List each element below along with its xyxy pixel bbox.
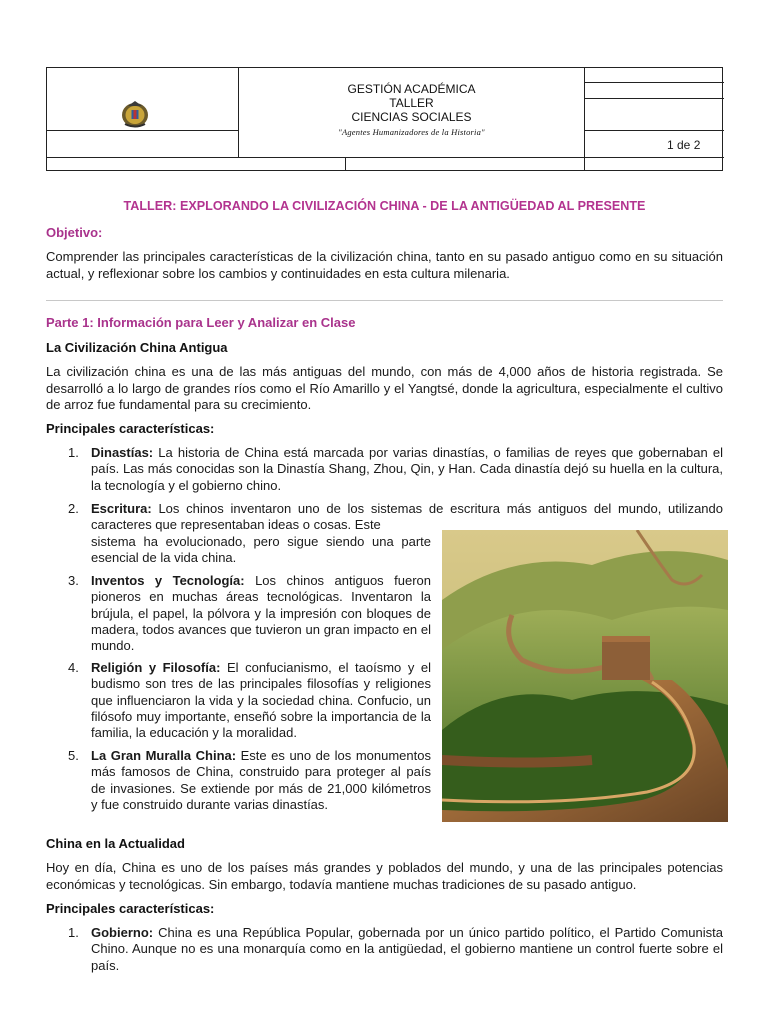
ancient-heading: La Civilización China Antigua bbox=[46, 340, 228, 355]
list-item bbox=[91, 748, 431, 813]
list-item bbox=[91, 660, 431, 741]
features-heading: Principales características: bbox=[46, 421, 215, 436]
item-number: 1. bbox=[68, 925, 79, 940]
modern-heading: China en la Actualidad bbox=[46, 836, 185, 851]
item-number: 1. bbox=[68, 445, 79, 460]
objective-text: Comprender las principales características de la civilización china, tanto en su pasado antiguo como en su situación actual, y reflexionar sobre los cambios y continuidades en esta cultura milenaria. bbox=[46, 249, 723, 281]
item-number: 3. bbox=[68, 573, 79, 588]
header-motto: "Agentes Humanizadores de la Historia" bbox=[338, 127, 485, 137]
list-item bbox=[91, 445, 723, 494]
item-text: El confucianismo, el taoísmo y el budismo son tres de las principales filosofías y religiones que influenciaron la vida y la sociedad china. Confucio, un filósofo muy importante, enseñó sobre la importancia de la familia, la educación y la moralidad. bbox=[91, 660, 431, 741]
objective-heading: Objetivo: bbox=[46, 225, 103, 240]
item-text-wide bbox=[91, 501, 723, 534]
item-text: Los chinos antiguos fueron pioneros en muchas áreas tecnológicas. Inventaron la brújula, el papel, la pólvora y la impresión con bloques de madera, todos avances que tuvieron un gran impacto en el mundo. bbox=[91, 573, 431, 654]
section-divider bbox=[46, 300, 723, 301]
header-table bbox=[46, 67, 723, 171]
item-term: La Gran Muralla China: bbox=[91, 748, 237, 763]
item-text: Este es uno de los monumentos más famosos de China, construido para proteger al país de invasiones. Se extiende por más de 21,000 kilómetros y fue construido durante varias dinastías. bbox=[91, 748, 431, 812]
item-term: Inventos y Tecnología: bbox=[91, 573, 245, 588]
part1-heading: Parte 1: Información para Leer y Analizar en Clase bbox=[46, 315, 356, 330]
header-line1: GESTIÓN ACADÉMICA bbox=[347, 82, 476, 96]
school-crest-icon bbox=[119, 98, 151, 130]
item-number: 2. bbox=[68, 501, 79, 516]
modern-text: Hoy en día, China es uno de los países más grandes y poblados del mundo, y una de las principales potencias económicas y tecnológicas. Sin embargo, todavía mantiene muchas tradiciones de su pasado antiguo. bbox=[46, 860, 723, 892]
header-line3: CIENCIAS SOCIALES bbox=[351, 110, 472, 124]
item-text: Los chinos inventaron uno de los sistemas de escritura más antiguos del mundo, utilizando caracteres que representaban ideas o cosas. Este bbox=[91, 501, 723, 533]
ancient-text: La civilización china es una de las más antiguas del mundo, con más de 4,000 años de historia registrada. Se desarrolló a lo largo de grandes ríos como el Río Amarillo y el Yangtsé, donde la agricultura, especialmente el cultivo de arroz fue fundamental para su crecimiento. bbox=[46, 364, 723, 412]
header-line2: TALLER bbox=[389, 96, 434, 110]
page-number: 1 de 2 bbox=[667, 138, 701, 152]
item-number: 5. bbox=[68, 748, 79, 763]
list-item bbox=[91, 925, 723, 974]
item-term: Gobierno: bbox=[91, 925, 154, 940]
item-text: China es una República Popular, gobernada por un único partido político, el Partido Comunista Chino. Aunque no es una monarquía como en la antigüedad, el gobierno mantiene un control fuerte sobre el país. bbox=[91, 925, 723, 973]
great-wall-photo bbox=[442, 530, 728, 822]
item-term: Religión y Filosofía: bbox=[91, 660, 221, 675]
item-number: 4. bbox=[68, 660, 79, 675]
document-title: TALLER: EXPLORANDO LA CIVILIZACIÓN CHINA - DE LA ANTIGÜEDAD AL PRESENTE bbox=[123, 199, 646, 213]
item-term: Escritura: bbox=[91, 501, 152, 516]
modern-features-heading: Principales características: bbox=[46, 901, 215, 916]
item-text: La historia de China está marcada por varias dinastías, o familias de reyes que gobernaban el país. Las más conocidas son la Dinastía Shang, Zhou, Qin, y Han. Cada dinastía dejó su huella en la cultura, la tecnología y el gobierno chino. bbox=[91, 445, 723, 493]
list-item bbox=[91, 573, 431, 654]
header-title bbox=[239, 82, 584, 139]
item-text-narrow: sistema ha evolucionado, pero sigue siendo una parte esencial de la vida china. bbox=[91, 533, 431, 565]
item-term: Dinastías: bbox=[91, 445, 154, 460]
